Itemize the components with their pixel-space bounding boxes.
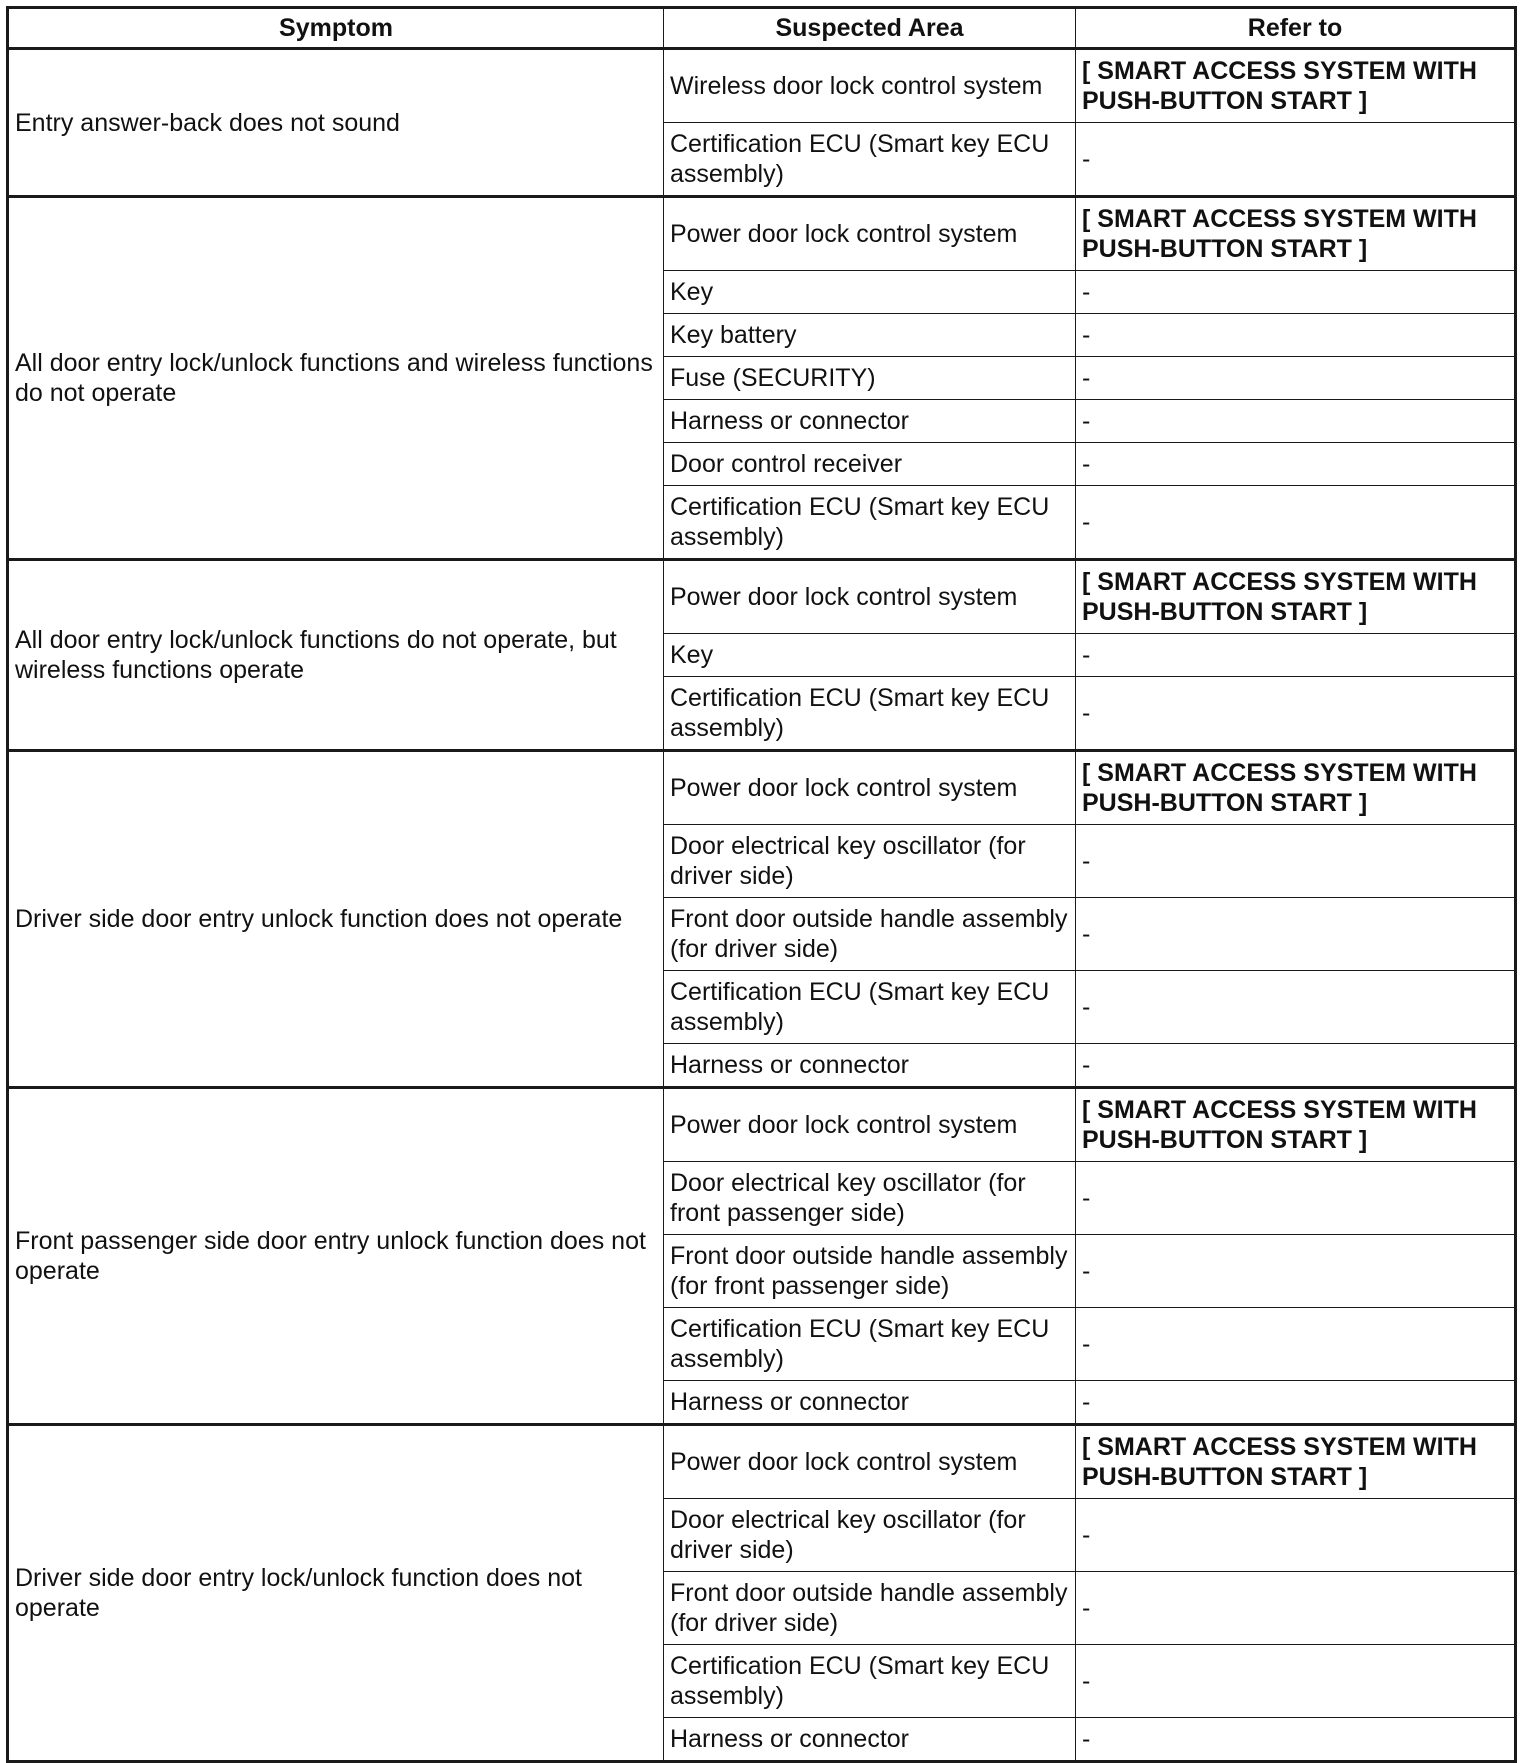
suspected-area-cell: Door control receiver <box>664 443 1076 486</box>
refer-to-link[interactable]: [ SMART ACCESS SYSTEM WITH PUSH-BUTTON START ] <box>1076 197 1516 271</box>
header-suspected-area: Suspected Area <box>664 8 1076 49</box>
refer-to-cell: - <box>1076 1162 1516 1235</box>
refer-to-cell: - <box>1076 634 1516 677</box>
refer-to-cell: - <box>1076 1499 1516 1572</box>
refer-to-cell: - <box>1076 971 1516 1044</box>
symptom-cell: Driver side door entry unlock function does not operate <box>8 751 664 1088</box>
symptom-cell: Driver side door entry lock/unlock function does not operate <box>8 1425 664 1762</box>
suspected-area-cell: Power door lock control system <box>664 1088 1076 1162</box>
table-row <box>8 751 1516 825</box>
header-refer-to: Refer to <box>1076 8 1516 49</box>
suspected-area-cell: Certification ECU (Smart key ECU assembly) <box>664 971 1076 1044</box>
table-row <box>8 1425 1516 1499</box>
suspected-area-cell: Harness or connector <box>664 1044 1076 1088</box>
suspected-area-cell: Door electrical key oscillator (for driver side) <box>664 825 1076 898</box>
suspected-area-cell: Harness or connector <box>664 400 1076 443</box>
refer-to-cell: - <box>1076 825 1516 898</box>
refer-to-cell: - <box>1076 1308 1516 1381</box>
table-row <box>8 1088 1516 1162</box>
suspected-area-cell: Certification ECU (Smart key ECU assembly) <box>664 677 1076 751</box>
suspected-area-cell: Certification ECU (Smart key ECU assembly) <box>664 123 1076 197</box>
refer-to-cell: - <box>1076 1572 1516 1645</box>
refer-to-link[interactable]: [ SMART ACCESS SYSTEM WITH PUSH-BUTTON START ] <box>1076 49 1516 123</box>
suspected-area-cell: Key <box>664 271 1076 314</box>
refer-to-cell: - <box>1076 1235 1516 1308</box>
refer-to-cell: - <box>1076 123 1516 197</box>
suspected-area-cell: Certification ECU (Smart key ECU assembly) <box>664 1308 1076 1381</box>
suspected-area-cell: Door electrical key oscillator (for front passenger side) <box>664 1162 1076 1235</box>
suspected-area-cell: Power door lock control system <box>664 197 1076 271</box>
refer-to-cell: - <box>1076 1381 1516 1425</box>
refer-to-link[interactable]: [ SMART ACCESS SYSTEM WITH PUSH-BUTTON START ] <box>1076 1088 1516 1162</box>
refer-to-cell: - <box>1076 314 1516 357</box>
table-row <box>8 560 1516 634</box>
suspected-area-cell: Power door lock control system <box>664 560 1076 634</box>
suspected-area-cell: Fuse (SECURITY) <box>664 357 1076 400</box>
symptom-cell: Front passenger side door entry unlock function does not operate <box>8 1088 664 1425</box>
symptom-cell: Entry answer-back does not sound <box>8 49 664 197</box>
refer-to-cell: - <box>1076 400 1516 443</box>
refer-to-link[interactable]: [ SMART ACCESS SYSTEM WITH PUSH-BUTTON START ] <box>1076 751 1516 825</box>
symptom-cell: All door entry lock/unlock functions and wireless functions do not operate <box>8 197 664 560</box>
suspected-area-cell: Front door outside handle assembly (for driver side) <box>664 1572 1076 1645</box>
refer-to-cell: - <box>1076 271 1516 314</box>
refer-to-link[interactable]: [ SMART ACCESS SYSTEM WITH PUSH-BUTTON START ] <box>1076 560 1516 634</box>
refer-to-cell: - <box>1076 443 1516 486</box>
header-symptom: Symptom <box>8 8 664 49</box>
refer-to-cell: - <box>1076 486 1516 560</box>
refer-to-cell: - <box>1076 1044 1516 1088</box>
suspected-area-cell: Door electrical key oscillator (for driver side) <box>664 1499 1076 1572</box>
symptom-cell: All door entry lock/unlock functions do not operate, but wireless functions operate <box>8 560 664 751</box>
suspected-area-cell: Power door lock control system <box>664 1425 1076 1499</box>
refer-to-cell: - <box>1076 898 1516 971</box>
suspected-area-cell: Power door lock control system <box>664 751 1076 825</box>
table-row <box>8 49 1516 123</box>
diagnosis-table <box>6 6 1517 1763</box>
refer-to-link[interactable]: [ SMART ACCESS SYSTEM WITH PUSH-BUTTON START ] <box>1076 1425 1516 1499</box>
suspected-area-cell: Certification ECU (Smart key ECU assembly) <box>664 1645 1076 1718</box>
refer-to-cell: - <box>1076 1718 1516 1762</box>
table-row <box>8 197 1516 271</box>
header-row <box>8 8 1516 49</box>
suspected-area-cell: Certification ECU (Smart key ECU assembly) <box>664 486 1076 560</box>
suspected-area-cell: Front door outside handle assembly (for driver side) <box>664 898 1076 971</box>
suspected-area-cell: Harness or connector <box>664 1381 1076 1425</box>
suspected-area-cell: Key battery <box>664 314 1076 357</box>
suspected-area-cell: Harness or connector <box>664 1718 1076 1762</box>
suspected-area-cell: Key <box>664 634 1076 677</box>
suspected-area-cell: Front door outside handle assembly (for front passenger side) <box>664 1235 1076 1308</box>
refer-to-cell: - <box>1076 1645 1516 1718</box>
refer-to-cell: - <box>1076 677 1516 751</box>
refer-to-cell: - <box>1076 357 1516 400</box>
suspected-area-cell: Wireless door lock control system <box>664 49 1076 123</box>
